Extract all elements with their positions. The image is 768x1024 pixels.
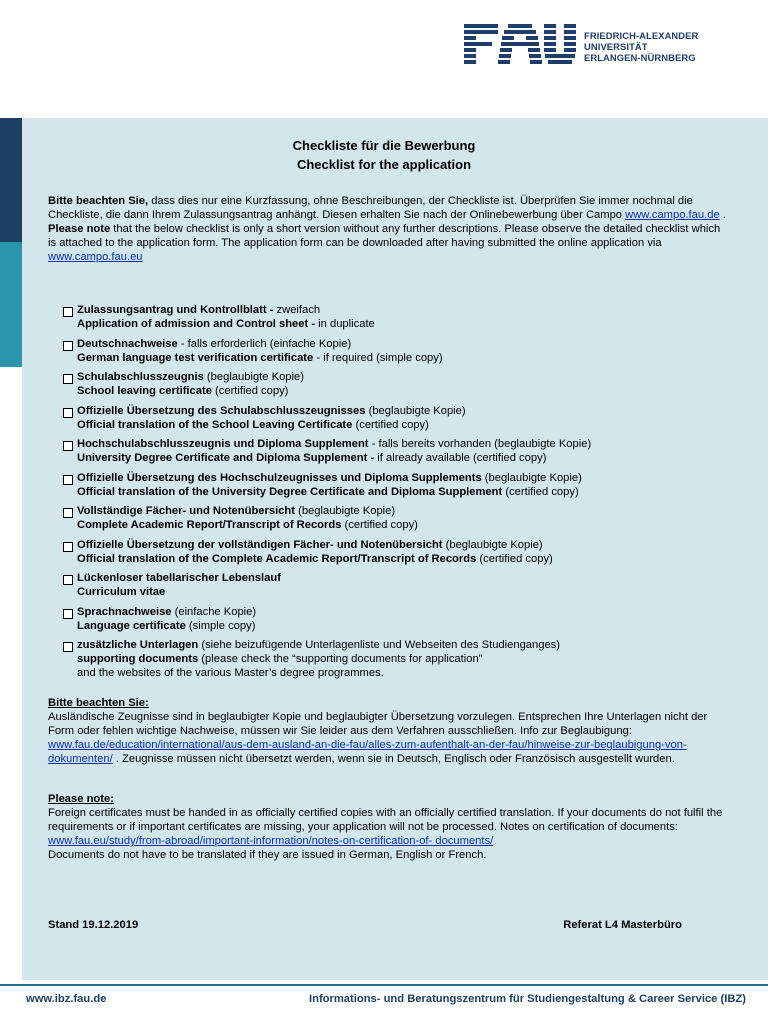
- item-german: [77, 538, 733, 552]
- item-english: [77, 585, 733, 599]
- item-german: [77, 404, 733, 418]
- intro-german-end: .: [719, 209, 726, 221]
- item-german: [77, 638, 733, 652]
- checkbox[interactable]: [63, 642, 73, 652]
- checkbox[interactable]: [63, 441, 73, 451]
- item-german: [77, 471, 733, 485]
- item-english: [77, 351, 733, 365]
- item-german-bold: Vollständige Fächer- und Notenübersicht: [77, 505, 295, 517]
- checkbox[interactable]: [63, 341, 73, 351]
- item-english: [77, 418, 733, 432]
- note-english-body: Foreign certificates must be handed in as officially certified copies with an officially certified translation. If your documents do not fulfil the requirements or if important certificates are missing, your application will not be processed. Notes on certification of documents:: [48, 807, 723, 833]
- intro-german: [48, 194, 728, 222]
- item-english-detail: (certified copy): [211, 385, 289, 397]
- item-english-detail: - if required (simple copy): [313, 351, 443, 364]
- checkbox[interactable]: [63, 307, 73, 317]
- note-german-end: . Zeugnisse müssen nicht übersetzt werden, wenn sie in Deutsch, Englisch oder Französisch ausgestellt wurden.: [112, 753, 675, 765]
- note-english: [48, 792, 728, 862]
- item-german-detail: (beglaubigte Kopie): [442, 538, 543, 551]
- checkbox[interactable]: [63, 575, 73, 585]
- intro-english-bold: Please note: [48, 223, 111, 235]
- item-german-detail: (beglaubigte Kopie): [203, 371, 304, 383]
- item-german: [77, 303, 733, 317]
- certification-link[interactable]: www.fau.eu/study/from-abroad/important-information/notes-on-certification-of- documents/: [48, 835, 494, 847]
- item-german-bold: Sprachnachweise: [77, 605, 172, 618]
- item-english-bold: Official translation of the University Degree Certificate and Diploma Supplement: [77, 485, 503, 498]
- item-english-bold: Language certificate: [77, 619, 186, 632]
- item-english: [77, 485, 733, 499]
- intro-english: [48, 222, 728, 264]
- item-english-detail: (certified copy): [341, 519, 418, 531]
- item-english-bold: School leaving certificate: [77, 385, 212, 397]
- checklist-item: [63, 303, 733, 331]
- date-stamp: Stand 19.12.2019: [48, 919, 139, 931]
- university-line: ERLANGEN-NÜRNBERG: [584, 51, 696, 63]
- intro-text: [48, 194, 728, 264]
- checkbox[interactable]: [63, 508, 73, 518]
- title-english: Checklist for the application: [296, 157, 472, 172]
- item-english-detail: in duplicate: [315, 318, 375, 330]
- checkbox[interactable]: [63, 408, 73, 418]
- item-german-bold: Lückenloser tabellarischer Lebenslauf: [77, 572, 281, 584]
- item-english-bold: supporting documents: [77, 653, 199, 665]
- item-german-detail: zweifach: [273, 304, 321, 316]
- fau-logo-mark: [464, 24, 576, 68]
- item-english-bold: Complete Academic Report/Transcript of Records: [77, 519, 342, 531]
- checklist-item: [63, 504, 733, 532]
- item-german-bold: Hochschulabschlusszeugnis und Diploma Supplement: [77, 438, 369, 450]
- item-german-bold: zusätzliche Unterlagen: [77, 639, 199, 651]
- item-english-detail: if already available (certified copy): [374, 452, 547, 464]
- item-german-detail: - falls erforderlich (einfache Kopie): [177, 337, 352, 350]
- checkbox[interactable]: [63, 542, 73, 552]
- university-name: [584, 30, 698, 63]
- item-german-detail: (beglaubigte Kopie): [365, 404, 466, 417]
- checkbox[interactable]: [63, 475, 73, 485]
- checklist-item: [63, 437, 733, 465]
- checkbox[interactable]: [63, 374, 73, 384]
- item-english-detail: (certified copy): [502, 485, 579, 498]
- item-german: [77, 370, 733, 384]
- item-english-bold: Application of admission and Control sheet -: [77, 318, 316, 330]
- campo-de-link[interactable]: www.campo.fau.de: [625, 209, 720, 221]
- fau-logo: [464, 24, 698, 68]
- checklist-item: [63, 370, 733, 398]
- checklist-item: [63, 638, 733, 680]
- item-german-bold: Schulabschlusszeugnis: [77, 371, 204, 383]
- checklist-item: [63, 471, 733, 499]
- item-german-bold: Offizielle Übersetzung der vollständigen Fächer- und Notenübersicht: [77, 538, 443, 551]
- beglaubigung-link[interactable]: www.fau.de/education/international/aus-dem-ausland-an-die-fau/alles-zum-aufenthalt-an-der-fau/hinweise-zur-beglaubigung-von-dokumenten/: [48, 739, 687, 765]
- intro-english-body: that the below checklist is only a short version without any further descriptions. Please observe the detailed checklist which is attached to the application form. The application form can be downloaded after having submitted the online application via: [48, 223, 721, 249]
- note-german-body: Ausländische Zeugnisse sind in beglaubigter Kopie und beglaubigter Übersetzung vorzulegen. Entsprechen Ihre Unterlagen nicht der Form oder fehlen wichtige Nachweise, müssen wir Sie leider aus dem Verfahren ausschließen. Info zur Beglaubigung:: [48, 711, 708, 737]
- item-english-bold: Official translation of the Complete Academic Report/Transcript of Records: [77, 552, 477, 565]
- item-german-bold: Offizielle Übersetzung des Schulabschlusszeugnisses: [77, 404, 366, 417]
- item-english-bold: University Degree Certificate and Diploma Supplement -: [77, 452, 375, 464]
- item-german: [77, 504, 733, 518]
- item-german: [77, 571, 733, 585]
- item-english-detail: (certified copy): [476, 552, 553, 565]
- item-english: [77, 552, 733, 566]
- note-english-heading: Please note:: [48, 793, 114, 805]
- item-english: [77, 317, 733, 331]
- item-german: [77, 605, 733, 619]
- department-label: Referat L4 Masterbüro: [563, 919, 682, 931]
- item-german-bold: Offizielle Übersetzung des Hochschulzeugnisses und Diploma Supplements: [77, 471, 482, 484]
- university-line: UNIVERSITÄT: [584, 40, 648, 52]
- item-german-detail: (siehe beizufügende Unterlagenliste und Webseiten des Studienganges): [198, 639, 561, 651]
- item-extra: and the websites of the various Master’s degree programmes.: [77, 667, 384, 679]
- item-german-detail: (beglaubigte Kopie): [481, 471, 582, 484]
- campo-eu-link[interactable]: www.campo.fau.eu: [48, 251, 143, 263]
- footer-website-link[interactable]: www.ibz.fau.de: [26, 993, 107, 1005]
- university-line: FRIEDRICH-ALEXANDER: [584, 29, 699, 41]
- checklist-item: [63, 404, 733, 432]
- footer-organization: Informations- und Beratungszentrum für Studiengestaltung & Career Service (IBZ): [309, 993, 746, 1005]
- item-english: [77, 652, 733, 666]
- intro-german-body: dass dies nur eine Kurzfassung, ohne Beschreibungen, der Checkliste ist. Überprüfen Sie immer nochmal die Checkliste, die dann Ihrem Zulassungsantrag anhängt. Diesen erhalten Sie nach der Onlinebewerbung über Campo: [48, 195, 693, 221]
- item-german: [77, 337, 733, 351]
- side-accent-teal: [0, 242, 22, 367]
- item-german-bold: Zulassungsantrag und Kontrollblatt -: [77, 304, 274, 316]
- footer-divider: [0, 984, 768, 986]
- item-english-bold: Curriculum vitae: [77, 586, 166, 598]
- item-english-detail: (please check the “supporting documents for application”: [198, 653, 483, 665]
- item-english-detail: (certified copy): [352, 418, 429, 431]
- title-german: Checkliste für die Bewerbung: [292, 138, 476, 153]
- item-english: [77, 619, 733, 633]
- item-german-bold: Deutschnachweise: [77, 337, 178, 350]
- note-german-heading: Bitte beachten Sie:: [48, 697, 149, 709]
- side-accent-dark: [0, 118, 22, 242]
- checklist-item: [63, 538, 733, 566]
- item-english: [77, 518, 733, 532]
- checklist-item: [63, 571, 733, 599]
- checkbox[interactable]: [63, 609, 73, 619]
- note-german: [48, 696, 728, 766]
- item-german-detail: (einfache Kopie): [171, 605, 257, 618]
- item-english-bold: Official translation of the School Leaving Certificate: [77, 418, 353, 431]
- item-german: [77, 437, 733, 451]
- intro-german-bold: Bitte beachten Sie,: [48, 195, 149, 207]
- checklist-item: [63, 605, 733, 633]
- item-english: [77, 451, 733, 465]
- item-english-detail: (simple copy): [185, 619, 256, 632]
- note-english-end: Documents do not have to be translated if they are issued in German, English or French.: [48, 849, 487, 861]
- item-english-bold: German language test verification certificate: [77, 351, 314, 364]
- item-german-detail: - falls bereits vorhanden (beglaubigte Kopie): [368, 438, 592, 450]
- checklist: [63, 303, 733, 686]
- item-german-detail: (beglaubigte Kopie): [294, 505, 396, 517]
- checklist-item: [63, 337, 733, 365]
- item-english: [77, 384, 733, 398]
